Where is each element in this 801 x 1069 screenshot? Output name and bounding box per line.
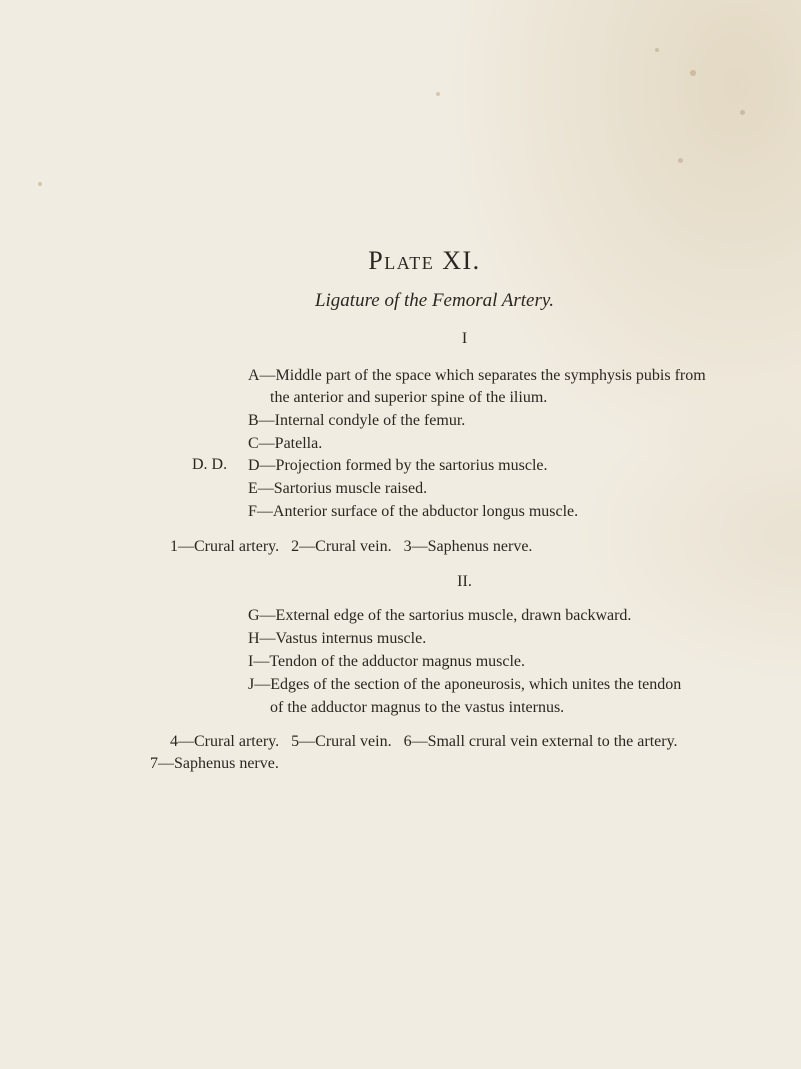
plate-title: Plate XI. — [368, 246, 481, 275]
legend-line-j: J—Edges of the section of the aponeurosis, which unites the tendon — [248, 676, 682, 693]
legend-line-a: A—Middle part of the space which separates the symphysis pubis from — [248, 367, 706, 384]
legend-line-i: I—Tendon of the adductor magnus muscle. — [248, 653, 526, 670]
foxing-spot — [38, 182, 42, 186]
section-number-2: II. — [457, 573, 472, 590]
legend-prefix-dd: D. D. — [192, 456, 228, 473]
legend-line-b: B—Internal condyle of the femur. — [248, 412, 466, 429]
numbered-legend-1: 1—Crural artery. 2—Crural vein. 3—Saphenus nerve. — [170, 538, 533, 555]
plate-subtitle: Ligature of the Femoral Artery. — [314, 290, 555, 311]
foxing-spot — [678, 158, 683, 163]
legend-line-h: H—Vastus internus muscle. — [248, 630, 427, 647]
legend-line-a-cont: the anterior and superior spine of the ilium. — [270, 389, 548, 406]
section-number-1: I — [461, 330, 468, 347]
foxing-spot — [436, 92, 440, 96]
foxing-spot — [655, 48, 659, 52]
legend-line-g: G—External edge of the sartorius muscle, drawn backward. — [248, 607, 632, 624]
foxing-spot — [690, 70, 696, 76]
legend-line-f: F—Anterior surface of the abductor longus muscle. — [248, 503, 579, 520]
legend-line-j-cont: of the adductor magnus to the vastus internus. — [270, 699, 565, 716]
numbered-legend-2: 4—Crural artery. 5—Crural vein. 6—Small crural vein external to the artery. — [170, 733, 678, 750]
legend-line-d: D—Projection formed by the sartorius muscle. — [248, 457, 548, 474]
legend-line-c: C—Patella. — [248, 435, 323, 452]
numbered-legend-3: 7—Saphenus nerve. — [150, 755, 279, 772]
foxing-spot — [740, 110, 745, 115]
legend-line-e: E—Sartorius muscle raised. — [248, 480, 428, 497]
